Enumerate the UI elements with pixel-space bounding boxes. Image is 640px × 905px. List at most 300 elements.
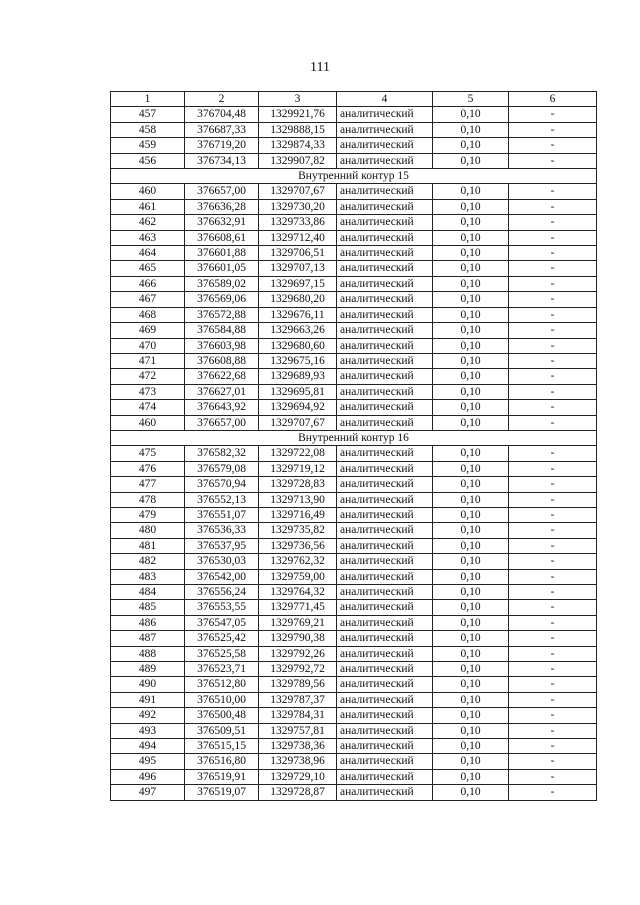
method-cell: аналитический [337,739,433,754]
accuracy-cell: 0,10 [433,708,509,723]
point-number-cell: 458 [111,122,185,137]
y-coordinate-cell: 1329697,15 [259,276,337,291]
x-coordinate-cell: 376542,00 [185,569,259,584]
note-cell: - [509,554,597,569]
table-row [111,122,597,137]
method-cell: аналитический [337,246,433,261]
note-cell: - [509,615,597,630]
x-coordinate-cell: 376719,20 [185,138,259,153]
note-cell: - [509,492,597,507]
accuracy-cell: 0,10 [433,122,509,137]
note-cell: - [509,461,597,476]
table-row [111,353,597,368]
point-number-cell: 495 [111,754,185,769]
x-coordinate-cell: 376525,42 [185,631,259,646]
table-row [111,507,597,522]
x-coordinate-cell: 376525,58 [185,646,259,661]
y-coordinate-cell: 1329907,82 [259,153,337,168]
note-cell: - [509,646,597,661]
table-row [111,585,597,600]
method-cell: аналитический [337,600,433,615]
table-row [111,261,597,276]
note-cell: - [509,138,597,153]
point-number-cell: 470 [111,338,185,353]
table-row [111,369,597,384]
point-number-cell: 457 [111,107,185,122]
contour-title: Внутренний контур 15 [111,169,597,184]
y-coordinate-cell: 1329712,40 [259,230,337,245]
accuracy-cell: 0,10 [433,646,509,661]
accuracy-cell: 0,10 [433,215,509,230]
note-cell: - [509,415,597,430]
x-coordinate-cell: 376636,28 [185,199,259,214]
method-cell: аналитический [337,415,433,430]
x-coordinate-cell: 376523,71 [185,662,259,677]
table-row [111,739,597,754]
point-number-cell: 471 [111,353,185,368]
x-coordinate-cell: 376519,07 [185,785,259,800]
x-coordinate-cell: 376570,94 [185,477,259,492]
method-cell: аналитический [337,323,433,338]
point-number-cell: 489 [111,662,185,677]
accuracy-cell: 0,10 [433,739,509,754]
table-row [111,754,597,769]
table-row [111,723,597,738]
table-row [111,477,597,492]
x-coordinate-cell: 376608,88 [185,353,259,368]
point-number-cell: 497 [111,785,185,800]
point-number-cell: 485 [111,600,185,615]
x-coordinate-cell: 376657,00 [185,184,259,199]
accuracy-cell: 0,10 [433,353,509,368]
point-number-cell: 493 [111,723,185,738]
y-coordinate-cell: 1329722,08 [259,446,337,461]
x-coordinate-cell: 376569,06 [185,292,259,307]
x-coordinate-cell: 376547,05 [185,615,259,630]
method-cell: аналитический [337,307,433,322]
table-row [111,307,597,322]
x-coordinate-cell: 376622,68 [185,369,259,384]
accuracy-cell: 0,10 [433,323,509,338]
point-number-cell: 472 [111,369,185,384]
method-cell: аналитический [337,662,433,677]
table-row [111,292,597,307]
method-cell: аналитический [337,677,433,692]
table-row [111,246,597,261]
table-row [111,230,597,245]
table-row [111,184,597,199]
y-coordinate-cell: 1329792,26 [259,646,337,661]
method-cell: аналитический [337,754,433,769]
method-cell: аналитический [337,122,433,137]
point-number-cell: 483 [111,569,185,584]
x-coordinate-cell: 376509,51 [185,723,259,738]
point-number-cell: 468 [111,307,185,322]
point-number-cell: 492 [111,708,185,723]
method-cell: аналитический [337,723,433,738]
point-number-cell: 486 [111,615,185,630]
table-row [111,323,597,338]
table-header [111,92,597,107]
note-cell: - [509,507,597,522]
y-coordinate-cell: 1329792,72 [259,662,337,677]
table-row [111,708,597,723]
y-coordinate-cell: 1329735,82 [259,523,337,538]
x-coordinate-cell: 376536,33 [185,523,259,538]
accuracy-cell: 0,10 [433,554,509,569]
y-coordinate-cell: 1329728,83 [259,477,337,492]
table-row [111,646,597,661]
point-number-cell: 477 [111,477,185,492]
table-row [111,153,597,168]
note-cell: - [509,662,597,677]
method-cell: аналитический [337,107,433,122]
y-coordinate-cell: 1329759,00 [259,569,337,584]
column-header: 4 [337,92,433,107]
note-cell: - [509,338,597,353]
accuracy-cell: 0,10 [433,384,509,399]
accuracy-cell: 0,10 [433,538,509,553]
accuracy-cell: 0,10 [433,492,509,507]
method-cell: аналитический [337,138,433,153]
y-coordinate-cell: 1329757,81 [259,723,337,738]
note-cell: - [509,600,597,615]
method-cell: аналитический [337,292,433,307]
accuracy-cell: 0,10 [433,769,509,784]
point-number-cell: 487 [111,631,185,646]
point-number-cell: 479 [111,507,185,522]
point-number-cell: 494 [111,739,185,754]
x-coordinate-cell: 376603,98 [185,338,259,353]
method-cell: аналитический [337,554,433,569]
note-cell: - [509,276,597,291]
x-coordinate-cell: 376657,00 [185,415,259,430]
x-coordinate-cell: 376643,92 [185,400,259,415]
y-coordinate-cell: 1329764,32 [259,585,337,600]
method-cell: аналитический [337,492,433,507]
point-number-cell: 456 [111,153,185,168]
point-number-cell: 481 [111,538,185,553]
contour-title-row [111,169,597,184]
note-cell: - [509,230,597,245]
y-coordinate-cell: 1329921,76 [259,107,337,122]
table-row [111,662,597,677]
y-coordinate-cell: 1329676,11 [259,307,337,322]
accuracy-cell: 0,10 [433,400,509,415]
x-coordinate-cell: 376530,03 [185,554,259,569]
column-header: 1 [111,92,185,107]
method-cell: аналитический [337,400,433,415]
method-cell: аналитический [337,199,433,214]
point-number-cell: 465 [111,261,185,276]
accuracy-cell: 0,10 [433,692,509,707]
method-cell: аналитический [337,338,433,353]
accuracy-cell: 0,10 [433,292,509,307]
note-cell: - [509,569,597,584]
x-coordinate-cell: 376632,91 [185,215,259,230]
table-row [111,461,597,476]
table-row [111,215,597,230]
contour-title: Внутренний контур 16 [111,430,597,445]
accuracy-cell: 0,10 [433,615,509,630]
accuracy-cell: 0,10 [433,723,509,738]
accuracy-cell: 0,10 [433,585,509,600]
y-coordinate-cell: 1329787,37 [259,692,337,707]
method-cell: аналитический [337,184,433,199]
y-coordinate-cell: 1329789,56 [259,677,337,692]
note-cell: - [509,353,597,368]
note-cell: - [509,523,597,538]
method-cell: аналитический [337,785,433,800]
method-cell: аналитический [337,276,433,291]
y-coordinate-cell: 1329874,33 [259,138,337,153]
table-row [111,600,597,615]
y-coordinate-cell: 1329706,51 [259,246,337,261]
accuracy-cell: 0,10 [433,662,509,677]
accuracy-cell: 0,10 [433,261,509,276]
x-coordinate-cell: 376556,24 [185,585,259,600]
y-coordinate-cell: 1329707,67 [259,184,337,199]
x-coordinate-cell: 376553,55 [185,600,259,615]
y-coordinate-cell: 1329707,13 [259,261,337,276]
y-coordinate-cell: 1329680,20 [259,292,337,307]
accuracy-cell: 0,10 [433,785,509,800]
method-cell: аналитический [337,769,433,784]
table-row [111,199,597,214]
x-coordinate-cell: 376584,88 [185,323,259,338]
accuracy-cell: 0,10 [433,369,509,384]
method-cell: аналитический [337,538,433,553]
note-cell: - [509,585,597,600]
method-cell: аналитический [337,631,433,646]
point-number-cell: 464 [111,246,185,261]
point-number-cell: 478 [111,492,185,507]
page-number: 111 [310,60,330,75]
y-coordinate-cell: 1329675,16 [259,353,337,368]
x-coordinate-cell: 376601,05 [185,261,259,276]
method-cell: аналитический [337,261,433,276]
table-row [111,338,597,353]
accuracy-cell: 0,10 [433,246,509,261]
column-header: 3 [259,92,337,107]
note-cell: - [509,708,597,723]
y-coordinate-cell: 1329716,49 [259,507,337,522]
point-number-cell: 474 [111,400,185,415]
y-coordinate-cell: 1329719,12 [259,461,337,476]
accuracy-cell: 0,10 [433,199,509,214]
method-cell: аналитический [337,446,433,461]
y-coordinate-cell: 1329730,20 [259,199,337,214]
note-cell: - [509,261,597,276]
accuracy-cell: 0,10 [433,569,509,584]
y-coordinate-cell: 1329738,96 [259,754,337,769]
table-row [111,692,597,707]
method-cell: аналитический [337,230,433,245]
x-coordinate-cell: 376537,95 [185,538,259,553]
point-number-cell: 461 [111,199,185,214]
y-coordinate-cell: 1329784,31 [259,708,337,723]
note-cell: - [509,631,597,646]
note-cell: - [509,739,597,754]
y-coordinate-cell: 1329733,86 [259,215,337,230]
table-row [111,107,597,122]
x-coordinate-cell: 376734,13 [185,153,259,168]
accuracy-cell: 0,10 [433,184,509,199]
accuracy-cell: 0,10 [433,107,509,122]
y-coordinate-cell: 1329695,81 [259,384,337,399]
table-row [111,415,597,430]
y-coordinate-cell: 1329663,26 [259,323,337,338]
point-number-cell: 496 [111,769,185,784]
table-row [111,384,597,399]
table-row [111,523,597,538]
point-number-cell: 469 [111,323,185,338]
x-coordinate-cell: 376687,33 [185,122,259,137]
accuracy-cell: 0,10 [433,677,509,692]
method-cell: аналитический [337,461,433,476]
note-cell: - [509,769,597,784]
table-row [111,400,597,415]
x-coordinate-cell: 376608,61 [185,230,259,245]
method-cell: аналитический [337,646,433,661]
x-coordinate-cell: 376500,48 [185,708,259,723]
table-body [111,107,597,800]
y-coordinate-cell: 1329728,87 [259,785,337,800]
accuracy-cell: 0,10 [433,477,509,492]
accuracy-cell: 0,10 [433,138,509,153]
note-cell: - [509,677,597,692]
y-coordinate-cell: 1329713,90 [259,492,337,507]
y-coordinate-cell: 1329769,21 [259,615,337,630]
point-number-cell: 480 [111,523,185,538]
method-cell: аналитический [337,477,433,492]
x-coordinate-cell: 376601,88 [185,246,259,261]
method-cell: аналитический [337,215,433,230]
y-coordinate-cell: 1329762,32 [259,554,337,569]
note-cell: - [509,199,597,214]
method-cell: аналитический [337,384,433,399]
point-number-cell: 463 [111,230,185,245]
method-cell: аналитический [337,708,433,723]
method-cell: аналитический [337,153,433,168]
note-cell: - [509,723,597,738]
method-cell: аналитический [337,507,433,522]
point-number-cell: 491 [111,692,185,707]
table-row [111,785,597,800]
point-number-cell: 466 [111,276,185,291]
header-row [111,92,597,107]
point-number-cell: 467 [111,292,185,307]
note-cell: - [509,246,597,261]
y-coordinate-cell: 1329689,93 [259,369,337,384]
method-cell: аналитический [337,692,433,707]
accuracy-cell: 0,10 [433,523,509,538]
coordinates-table [110,91,597,801]
point-number-cell: 482 [111,554,185,569]
point-number-cell: 460 [111,184,185,199]
x-coordinate-cell: 376582,32 [185,446,259,461]
x-coordinate-cell: 376704,48 [185,107,259,122]
accuracy-cell: 0,10 [433,461,509,476]
y-coordinate-cell: 1329736,56 [259,538,337,553]
note-cell: - [509,107,597,122]
point-number-cell: 490 [111,677,185,692]
note-cell: - [509,369,597,384]
x-coordinate-cell: 376552,13 [185,492,259,507]
accuracy-cell: 0,10 [433,754,509,769]
note-cell: - [509,754,597,769]
x-coordinate-cell: 376516,80 [185,754,259,769]
method-cell: аналитический [337,615,433,630]
x-coordinate-cell: 376579,08 [185,461,259,476]
method-cell: аналитический [337,369,433,384]
method-cell: аналитический [337,585,433,600]
note-cell: - [509,477,597,492]
point-number-cell: 460 [111,415,185,430]
table-row [111,138,597,153]
table-row [111,446,597,461]
point-number-cell: 475 [111,446,185,461]
note-cell: - [509,307,597,322]
note-cell: - [509,400,597,415]
point-number-cell: 462 [111,215,185,230]
point-number-cell: 484 [111,585,185,600]
method-cell: аналитический [337,353,433,368]
accuracy-cell: 0,10 [433,276,509,291]
table-row [111,538,597,553]
point-number-cell: 476 [111,461,185,476]
x-coordinate-cell: 376572,88 [185,307,259,322]
accuracy-cell: 0,10 [433,153,509,168]
method-cell: аналитический [337,523,433,538]
contour-title-row [111,430,597,445]
x-coordinate-cell: 376515,15 [185,739,259,754]
note-cell: - [509,184,597,199]
column-header: 5 [433,92,509,107]
y-coordinate-cell: 1329738,36 [259,739,337,754]
note-cell: - [509,292,597,307]
point-number-cell: 459 [111,138,185,153]
column-header: 2 [185,92,259,107]
y-coordinate-cell: 1329888,15 [259,122,337,137]
note-cell: - [509,153,597,168]
x-coordinate-cell: 376589,02 [185,276,259,291]
x-coordinate-cell: 376510,00 [185,692,259,707]
x-coordinate-cell: 376551,07 [185,507,259,522]
point-number-cell: 473 [111,384,185,399]
table-row [111,492,597,507]
x-coordinate-cell: 376512,80 [185,677,259,692]
y-coordinate-cell: 1329771,45 [259,600,337,615]
accuracy-cell: 0,10 [433,600,509,615]
column-header: 6 [509,92,597,107]
method-cell: аналитический [337,569,433,584]
note-cell: - [509,538,597,553]
table-row [111,276,597,291]
note-cell: - [509,122,597,137]
note-cell: - [509,785,597,800]
accuracy-cell: 0,10 [433,230,509,245]
note-cell: - [509,692,597,707]
table-row [111,769,597,784]
note-cell: - [509,446,597,461]
accuracy-cell: 0,10 [433,307,509,322]
accuracy-cell: 0,10 [433,338,509,353]
accuracy-cell: 0,10 [433,446,509,461]
note-cell: - [509,323,597,338]
x-coordinate-cell: 376519,91 [185,769,259,784]
y-coordinate-cell: 1329707,67 [259,415,337,430]
